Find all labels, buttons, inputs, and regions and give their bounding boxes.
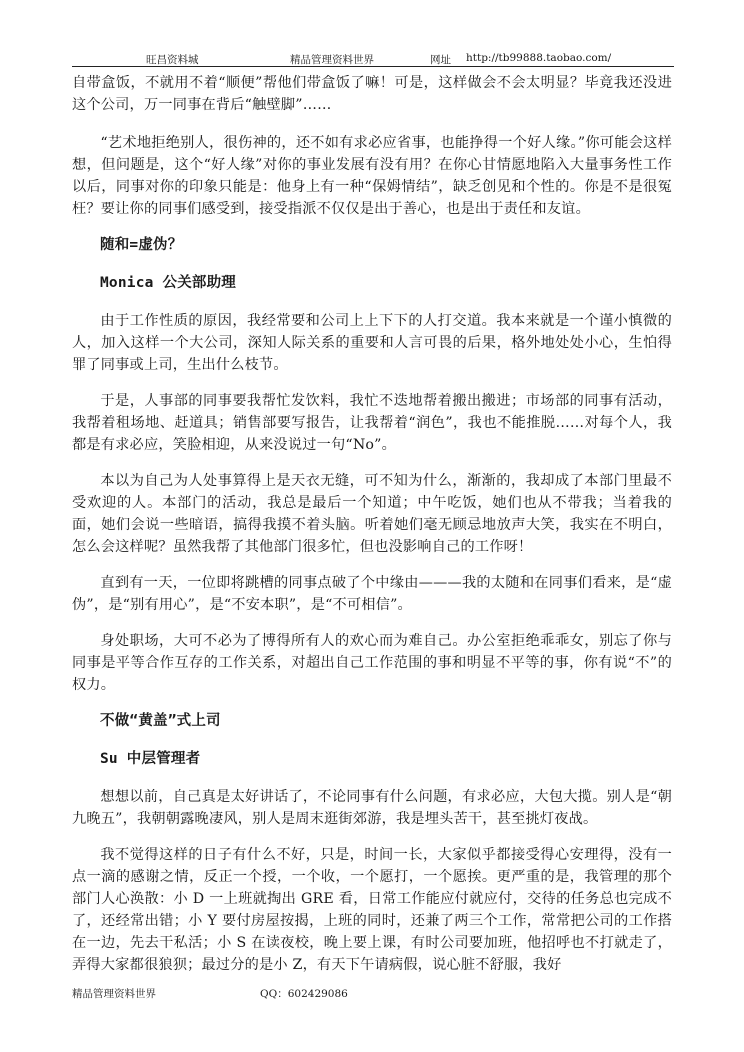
paragraph-su-1: 想想以前，自己真是太好讲话了，不论同事有什么问题，有求必应，大包大揽。别人是“朝九晚五”，我朝朝露晚凄风，别人是周末逛街郊游，我是埋头苦干，甚至挑灯夜战。 (72, 789, 672, 827)
header-url-label: 网址 (430, 54, 451, 66)
section-heading-easygoing: 随和=虚伪？ (100, 237, 183, 253)
document-body (72, 72, 672, 990)
paragraph-su-2: 我不觉得这样的日子有什么不好，只是，时间一长，大家似乎都接受得心安理得，没有一点一滴的感谢之情，反正一个授，一个收，一个愿打，一个愿挨。更严重的是，我管理的那个部门人心涣散：小 D 一上班就掏出 GRE 看，日常工作能应付就应付，交待的任务总也完成不了，还经常出错；小 Y 要付房屋按揭，上班的同时，还兼了两三个工作，常常把公司的工作搭在一边，先去干私活；小 S 在读夜校，晚上要上课，有时公司要加班，他招呼也不打就走了，弄得大家都很狼狈；最过分的是小 Z，有天下午请病假，说心脏不舒服，我好 (72, 847, 672, 973)
subheading-su: Su 中层管理者 (100, 751, 201, 767)
paragraph-art-of-refusal: “艺术地拒绝别人，很伤神的，还不如有求必应省事，也能挣得一个好人缘。”你可能会这样想，但问题是，这个“好人缘”对你的事业发展有没有用？在你心甘情愿地陷入大量事务性工作以后，同事对你的印象只能是：他身上有一种“保姆情结”，缺乏创见和个性的。你是不是很冤枉？要让你的同事们感受到，接受指派不仅仅是出于善心，也是出于责任和友谊。 (72, 135, 672, 217)
header-url: http://tb99888.taobao.com/ (466, 52, 612, 64)
paragraph-monica-1: 由于工作性质的原因，我经常要和公司上上下下的人打交道。我本来就是一个谨小慎微的人，加入这样一个大公司，深知人际关系的重要和人言可畏的后果，格外地处处小心，生怕得罪了同事或上司，生出什么枝节。 (72, 313, 672, 373)
header-divider (72, 66, 674, 67)
header-site-name: 精品管理资料世界 (290, 54, 374, 66)
paragraph-monica-3: 本以为自己为人处事算得上是天衣无缝，可不知为什么，渐渐的，我却成了本部门里最不受欢迎的人。本部门的活动，我总是最后一个知道；中午吃饭，她们也从不带我；当着我的面，她们会说一些暗语，搞得我摸不着头脑。听着她们毫无顾忌地放声大笑，我实在不明白，怎么会这样呢？虽然我帮了其他部门很多忙，但也没影响自己的工作呀！ (72, 473, 672, 555)
footer-qq: QQ：602429086 (260, 988, 348, 1000)
page-footer (72, 986, 672, 1000)
subheading-monica: Monica 公关部助理 (100, 275, 237, 291)
paragraph-monica-5: 身处职场，大可不必为了博得所有人的欢心而为难自己。办公室拒绝乖乖女，别忘了你与同事是平等合作互存的工作关系，对超出自己工作范围的事和明显不平等的事，你有说“不”的权力。 (72, 633, 672, 693)
footer-site-name: 精品管理资料世界 (72, 988, 156, 1000)
header-shop-name: 旺昌资料城 (146, 54, 199, 66)
paragraph-monica-4: 直到有一天，一位即将跳槽的同事点破了个中缘由———我的太随和在同事们看来，是“虚伪”，是“别有用心”，是“不安本职”，是“不可相信”。 (72, 575, 672, 613)
page-header (72, 52, 672, 66)
paragraph-monica-2: 于是，人事部的同事要我帮忙发饮料，我忙不迭地帮着搬出搬进；市场部的同事有活动，我帮着租场地、赶道具；销售部要写报告，让我帮着“润色”，我也不能推脱……对每个人，我都是有求必应，笑脸相迎，从来没说过一句“No”。 (72, 393, 672, 453)
paragraph-continued: 自带盒饭，不就用不着“顺便”帮他们带盒饭了嘛！可是，这样做会不会太明显？毕竟我还没进这个公司，万一同事在背后“触壁脚”…… (72, 75, 672, 113)
section-heading-huanggai: 不做“黄盖”式上司 (100, 713, 221, 729)
